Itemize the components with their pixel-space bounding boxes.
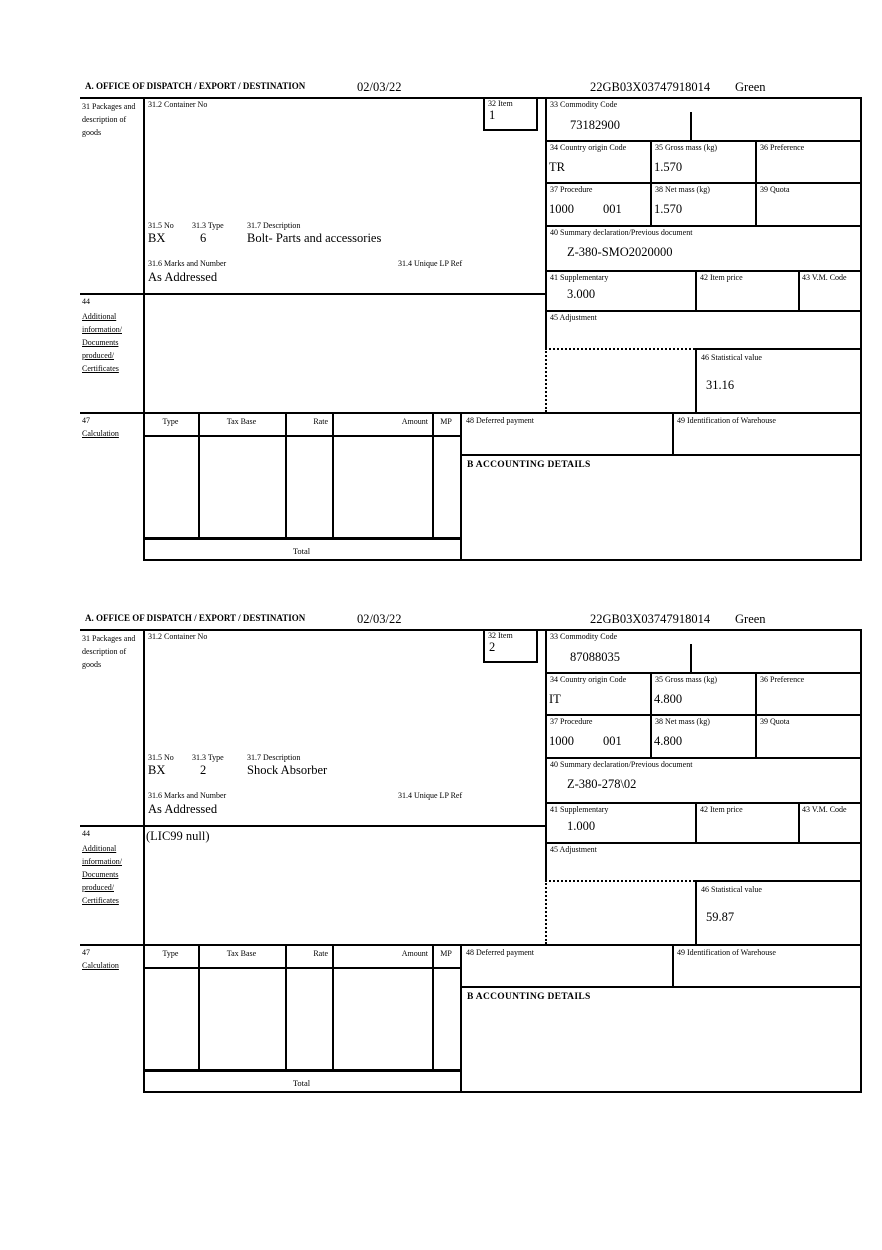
statistical-value-box [695,880,862,944]
box47-calculation-label: Calculation [82,429,119,438]
vm-code-label: 43 V.M. Code [802,805,847,814]
package-type-label: 31.3 Type [192,221,224,230]
commodity-code-divider [690,644,692,672]
statistical-value-value: 31.16 [706,378,735,392]
commodity-code-value: 73182900 [570,118,620,132]
calc-rate-divider [332,944,334,1072]
country-origin-label: 34 Country origin Code [550,143,627,152]
calc-total-label: Total [292,546,311,556]
box40-bottom-line [545,270,862,272]
container-no-label: 31.2 Container No [148,100,208,109]
marks-number-label: 31.6 Marks and Number [148,791,227,800]
calc-amount-divider [432,412,434,540]
quota-label: 39 Quota [760,185,790,194]
adjustment-label: 45 Adjustment [550,313,597,322]
description-value: Shock Absorber [247,763,328,777]
item-number-value: 2 [489,640,496,654]
item-number-label: 32 Item [488,631,513,640]
package-count-value: BX [148,763,166,777]
commodity-code-label: 33 Commodity Code [550,632,618,641]
package-type-value: 2 [200,763,207,777]
gross-mass-value: 1.570 [654,160,683,174]
deferred-payment-label: 48 Deferred payment [466,416,534,425]
box41-box42-divider [695,802,697,842]
box47-number-label: 47 [82,948,90,957]
country-origin-label: 34 Country origin Code [550,675,627,684]
calc-col-type-label: Type [162,949,179,958]
package-count-value: BX [148,231,166,245]
description-label: 31.7 Description [247,753,301,762]
description-value: Bolt- Parts and accessories [247,231,382,245]
box31-packages-label: 31 Packages and description of goods [82,102,136,137]
calc-type-divider [198,944,200,1072]
commodity-code-label: 33 Commodity Code [550,100,618,109]
calc-col-tax-base-label: Tax Base [226,949,257,958]
net-mass-label: 38 Net mass (kg) [655,185,710,194]
item-price-label: 42 Item price [700,805,743,814]
calc-col-mp-label: MP [440,417,452,426]
box42-box43-divider [798,270,800,310]
top-border-line [80,629,862,631]
summary-declaration-label: 40 Summary declaration/Previous document [550,760,693,769]
gross-mass-label: 35 Gross mass (kg) [655,675,717,684]
container-no-label: 31.2 Container No [148,632,208,641]
net-mass-value: 4.800 [654,734,683,748]
procedure-label: 37 Procedure [550,717,593,726]
box44-additional-info-label: Additional information/ Documents produced/ Certificates [82,844,122,905]
statistical-value-box [695,348,862,412]
net-mass-value: 1.570 [654,202,683,216]
additional-information-value: (LIC99 null) [146,829,210,843]
country-origin-value: TR [549,160,565,174]
country-origin-value: IT [549,692,561,706]
calc-taxbase-divider [285,944,287,1072]
item-price-label: 42 Item price [700,273,743,282]
calc-rate-divider [332,412,334,540]
dotted-divider-vertical [545,880,547,944]
accounting-details-label: B ACCOUNTING DETAILS [467,460,591,470]
dotted-divider-horizontal [545,348,695,350]
calc-type-divider [198,412,200,540]
marks-number-value: As Addressed [148,270,218,284]
calc-col-type-label: Type [162,417,179,426]
box44-additional-info-label: Additional information/ Documents produced/ Certificates [82,312,122,373]
row34-bottom-line [545,714,862,716]
procedure-value-2: 001 [603,202,622,216]
box31-box44-divider-line [80,825,547,827]
item-number-value: 1 [489,108,496,122]
top-border-line [80,97,862,99]
calc-header-bottom-line [143,435,462,437]
right-border-line [860,97,862,561]
calc-col-tax-base-label: Tax Base [226,417,257,426]
package-count-label: 31.5 No [148,221,174,230]
preference-label: 36 Preference [760,675,805,684]
calc-header-bottom-line [143,967,462,969]
box31-packages-label: 31 Packages and description of goods [82,634,136,669]
procedure-value-2: 001 [603,734,622,748]
supplementary-label: 41 Supplementary [550,805,609,814]
routing-status: Green [735,80,766,94]
box48-box49-divider [672,944,674,986]
commodity-code-value: 87088035 [570,650,620,664]
unique-lp-ref-label: 31.4 Unique LP Ref [398,791,463,800]
declaration-item-section [80,80,864,564]
calc-col-amount-label: Amount [401,949,428,958]
deferred-payment-label: 48 Deferred payment [466,948,534,957]
calc-col-rate-label: Rate [313,417,328,426]
item-number-label: 32 Item [488,99,513,108]
calc-body-bottom-line [143,537,462,540]
statistical-value-label: 46 Statistical value [701,353,762,362]
box48-box49-divider [672,412,674,454]
summary-declaration-value: Z-380-278\02 [567,777,637,791]
warehouse-id-label: 49 Identification of Warehouse [677,948,776,957]
row37-bottom-line [545,225,862,227]
row41-bottom-line [545,310,862,312]
box47-number-label: 47 [82,416,90,425]
statistical-value-label: 46 Statistical value [701,885,762,894]
box48-bottom-line [460,986,862,988]
supplementary-label: 41 Supplementary [550,273,609,282]
box48-bottom-line [460,454,862,456]
row41-bottom-line [545,842,862,844]
gross-mass-label: 35 Gross mass (kg) [655,143,717,152]
warehouse-id-label: 49 Identification of Warehouse [677,416,776,425]
supplementary-value: 1.000 [567,819,596,833]
description-label: 31.7 Description [247,221,301,230]
package-type-value: 6 [200,231,207,245]
declaration-reference: 22GB03X03747918014 [590,80,711,94]
calc-col-mp-label: MP [440,949,452,958]
accounting-details-label: B ACCOUNTING DETAILS [467,992,591,1002]
unique-lp-ref-label: 31.4 Unique LP Ref [398,259,463,268]
box41-box42-divider [695,270,697,310]
box40-bottom-line [545,802,862,804]
summary-declaration-value: Z-380-SMO2020000 [567,245,673,259]
office-of-dispatch-label: A. OFFICE OF DISPATCH / EXPORT / DESTINATION [85,81,306,91]
package-count-label: 31.5 No [148,753,174,762]
gross-mass-value: 4.800 [654,692,683,706]
commodity-code-divider [690,112,692,140]
declaration-item-section [80,612,864,1096]
bottom-border-line [143,1091,862,1093]
calc-col-rate-label: Rate [313,949,328,958]
label-column-border-line [143,97,145,561]
calc-total-label: Total [292,1078,311,1088]
package-type-label: 31.3 Type [192,753,224,762]
dispatch-date: 02/03/22 [357,612,402,626]
dispatch-date: 02/03/22 [357,80,402,94]
box42-box43-divider [798,802,800,842]
preference-label: 36 Preference [760,143,805,152]
box44-number-label: 44 [82,297,90,306]
right-border-line [860,629,862,1093]
box47-calculation-label: Calculation [82,961,119,970]
procedure-label: 37 Procedure [550,185,593,194]
adjustment-label: 45 Adjustment [550,845,597,854]
row34-bottom-line [545,182,862,184]
quota-label: 39 Quota [760,717,790,726]
box33-bottom-line [545,140,862,142]
box44-number-label: 44 [82,829,90,838]
row37-bottom-line [545,757,862,759]
net-mass-label: 38 Net mass (kg) [655,717,710,726]
item-number-box [483,97,538,131]
item-number-box [483,629,538,663]
procedure-value: 1000 [549,202,574,216]
label-column-border-line [143,629,145,1093]
bottom-border-line [143,559,862,561]
procedure-value: 1000 [549,734,574,748]
marks-number-label: 31.6 Marks and Number [148,259,227,268]
dotted-divider-horizontal [545,880,695,882]
calc-amount-divider [432,944,434,1072]
calc-taxbase-divider [285,412,287,540]
calc-body-bottom-line [143,1069,462,1072]
summary-declaration-label: 40 Summary declaration/Previous document [550,228,693,237]
vm-code-label: 43 V.M. Code [802,273,847,282]
box31-box44-divider-line [80,293,547,295]
statistical-value-value: 59.87 [706,910,735,924]
declaration-reference: 22GB03X03747918014 [590,612,711,626]
calc-col-amount-label: Amount [401,417,428,426]
supplementary-value: 3.000 [567,287,596,301]
dotted-divider-vertical [545,348,547,412]
box33-bottom-line [545,672,862,674]
routing-status: Green [735,612,766,626]
office-of-dispatch-label: A. OFFICE OF DISPATCH / EXPORT / DESTINATION [85,613,306,623]
marks-number-value: As Addressed [148,802,218,816]
